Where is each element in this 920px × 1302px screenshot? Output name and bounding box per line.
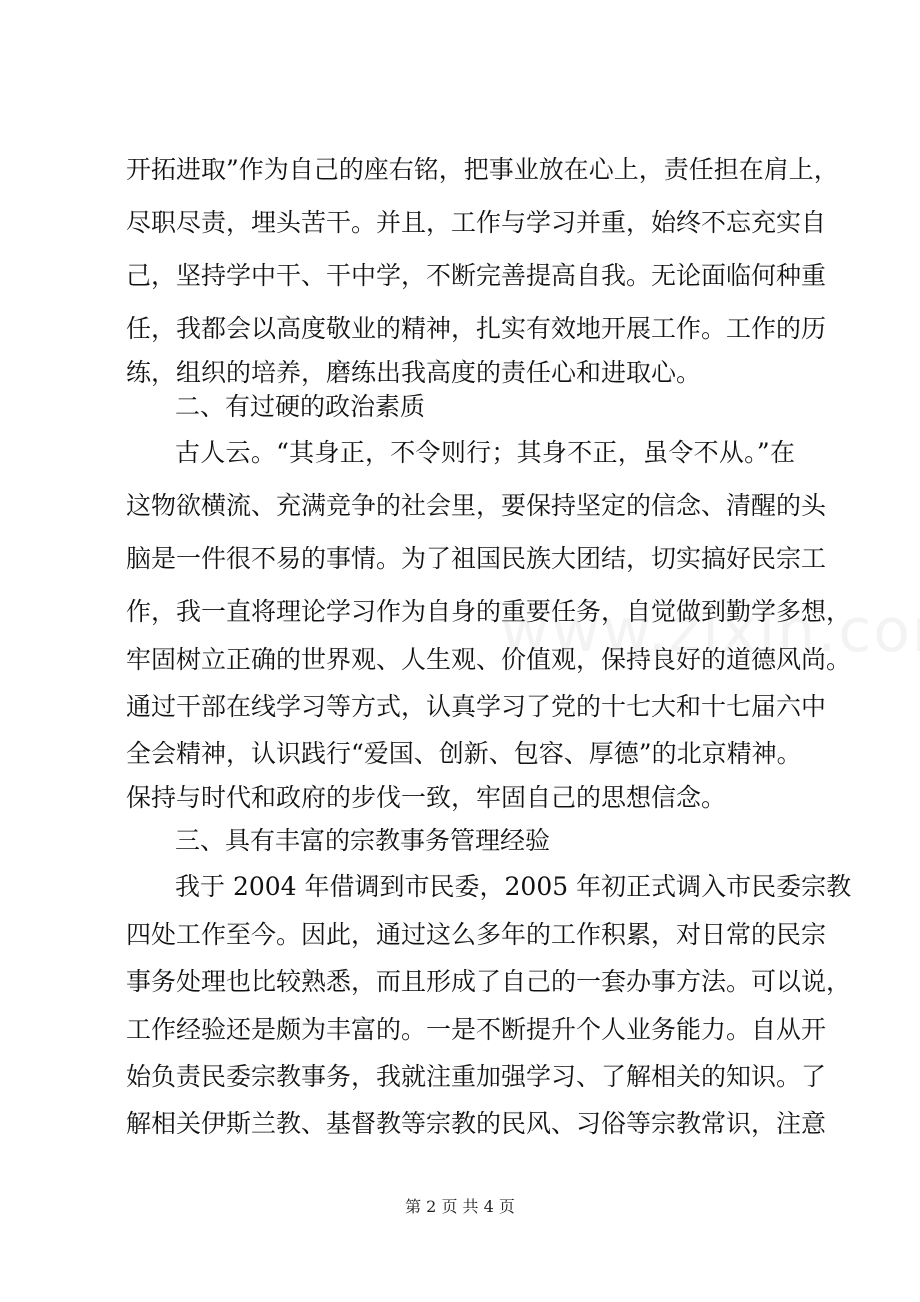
paragraph-line-text: 始负责民委宗教事务，我就注重加强学习、了解相关的知识。了 (126, 1062, 827, 1091)
paragraph-line-text: 任，我都会以高度敬业的精神，扎实有效地开展工作。工作的历 (126, 314, 827, 343)
paragraph-line-text: 尽职尽责，埋头苦干。并且，工作与学习并重，始终不忘充实自 (126, 208, 827, 237)
paragraph-line-text: 这物欲横流、充满竞争的社会里，要保持坚定的信念、清醒的头 (126, 491, 827, 520)
paragraph-line-text: 牢固树立正确的世界观、人生观、价值观，保持良好的道德风尚。 (126, 645, 852, 674)
paragraph-line-text: 己，坚持学中干、干中学，不断完善提高自我。无论面临何种重 (126, 261, 827, 290)
page-footer: 第 2 页 共 4 页 (405, 1197, 515, 1216)
paragraph-line-text: 事务处理也比较熟悉，而且形成了自己的一套办事方法。可以说， (126, 967, 852, 996)
paragraph-line-text: 练，组织的培养，磨练出我高度的责任心和进取心。 (126, 358, 702, 387)
paragraph-line-text: 三、具有丰富的宗教事务管理经验 (175, 826, 551, 855)
paragraph-line-text: 四处工作至今。因此，通过这么多年的工作积累，对日常的民宗 (126, 920, 827, 949)
paragraph-line-text: 脑是一件很不易的事情。为了祖国民族大团结，切实搞好民宗工 (126, 544, 827, 573)
paragraph-line-text: 保持与时代和政府的步伐一致，牢固自己的思想信念。 (126, 783, 727, 812)
paragraph-line-text: 作，我一直将理论学习作为自身的重要任务，自觉做到勤学多想， (126, 597, 852, 626)
paragraph-line-text: 工作经验还是颇为丰富的。一是不断提升个人业务能力。自从开 (126, 1015, 827, 1044)
paragraph-line-text: 我于 2004 年借调到市民委，2005 年初正式调入市民委宗教 (175, 872, 852, 901)
paragraph-line-text: 解相关伊斯兰教、基督教等宗教的民风、习俗等宗教常识，注意 (126, 1109, 827, 1138)
paragraph-line-text: 古人云。“其身正，不令则行；其身不正，虽令不从。”在 (175, 438, 795, 467)
paragraph-line-text: 全会精神，认识践行“爱国、创新、包容、厚德”的北京精神。 (126, 739, 802, 768)
watermark (500, 596, 920, 666)
paragraph-line-text: 二、有过硬的政治素质 (175, 392, 426, 421)
paragraph-line-text: 通过干部在线学习等方式，认真学习了党的十七大和十七届六中 (126, 692, 827, 721)
paragraph-line-text: 开拓进取”作为自己的座右铭，把事业放在心上，责任担在肩上， (126, 155, 839, 184)
